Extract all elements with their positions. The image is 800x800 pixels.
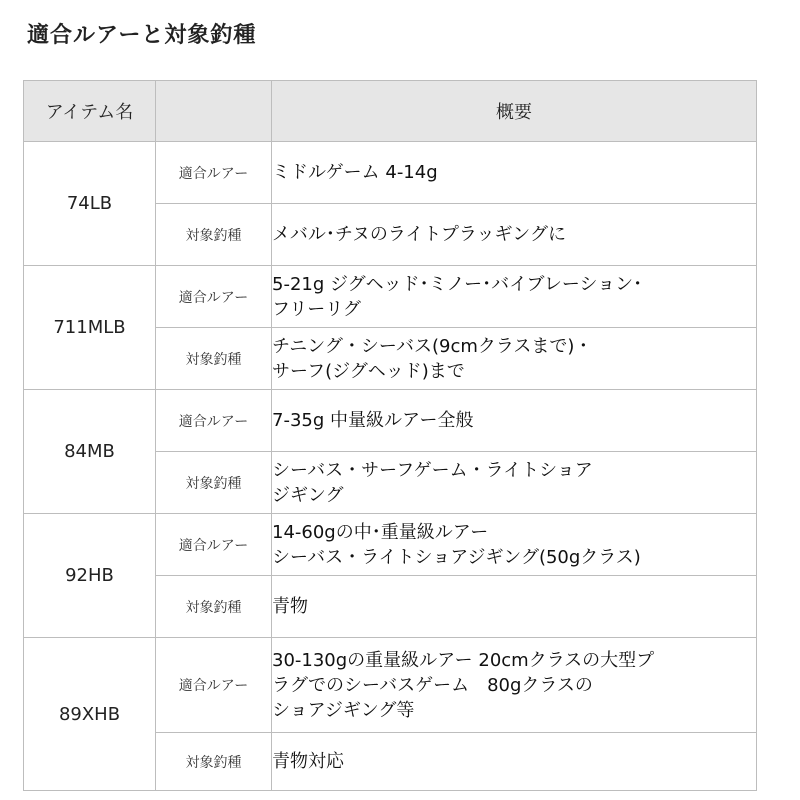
lure-label: 適合ルアー bbox=[156, 142, 272, 204]
target-value-line: ジギング bbox=[272, 484, 344, 506]
lure-value-line: 14-60gの中･重量級ルアー bbox=[272, 521, 489, 543]
target-value-line: チニング・シーバス(9cmクラスまで)・ bbox=[272, 335, 593, 357]
lure-value-line: 5-21g ジグヘッド･ミノー･バイブレーション･ bbox=[272, 273, 643, 295]
spec-table bbox=[23, 80, 757, 791]
target-label: 対象釣種 bbox=[156, 328, 272, 390]
lure-label: 適合ルアー bbox=[156, 514, 272, 576]
lure-value-line: 30-130gの重量級ルアー 20cmクラスの大型プ bbox=[272, 649, 655, 671]
lure-value-line: 7-35g 中量級ルアー全般 bbox=[272, 410, 474, 431]
header-blank bbox=[156, 81, 272, 142]
table-header-row bbox=[24, 81, 757, 142]
lure-value-line: フリーリグ bbox=[272, 298, 361, 320]
target-value bbox=[272, 733, 757, 791]
lure-label: 適合ルアー bbox=[156, 266, 272, 328]
table-row bbox=[24, 266, 757, 328]
target-value-line: サーフ(ジグヘッド)まで bbox=[272, 360, 465, 382]
lure-value-line: ショアジギング等 bbox=[272, 699, 415, 721]
table-row bbox=[24, 390, 757, 452]
model-name: 84MB bbox=[24, 390, 156, 514]
model-name: 92HB bbox=[24, 514, 156, 638]
target-value bbox=[272, 576, 757, 638]
lure-value bbox=[272, 390, 757, 452]
lure-value-line: ミドルゲーム 4-14g bbox=[272, 162, 438, 183]
table-row bbox=[24, 638, 757, 733]
target-label: 対象釣種 bbox=[156, 576, 272, 638]
model-name: 74LB bbox=[24, 142, 156, 266]
lure-value bbox=[272, 266, 757, 328]
target-label: 対象釣種 bbox=[156, 733, 272, 791]
lure-value bbox=[272, 638, 757, 733]
header-summary: 概要 bbox=[272, 81, 757, 142]
page-title: 適合ルアーと対象釣種 bbox=[27, 23, 257, 48]
lure-label: 適合ルアー bbox=[156, 390, 272, 452]
table-row bbox=[24, 142, 757, 204]
model-name: 711MLB bbox=[24, 266, 156, 390]
target-value bbox=[272, 452, 757, 514]
model-name: 89XHB bbox=[24, 638, 156, 791]
lure-value-line: ラグでのシーバスゲーム 80gクラスの bbox=[272, 674, 593, 696]
target-label: 対象釣種 bbox=[156, 452, 272, 514]
target-value bbox=[272, 204, 757, 266]
target-label: 対象釣種 bbox=[156, 204, 272, 266]
table-row bbox=[24, 514, 757, 576]
lure-value-line: シーバス・ライトショアジギング(50gクラス) bbox=[272, 546, 641, 568]
lure-value bbox=[272, 142, 757, 204]
lure-label: 適合ルアー bbox=[156, 638, 272, 733]
target-value-line: 青物対応 bbox=[272, 751, 344, 772]
target-value-line: 青物 bbox=[272, 596, 308, 617]
lure-value bbox=[272, 514, 757, 576]
header-item-name: アイテム名 bbox=[24, 81, 156, 142]
target-value-line: メバル･チヌのライトプラッギングに bbox=[272, 224, 566, 245]
target-value-line: シーバス・サーフゲーム・ライトショア bbox=[272, 459, 593, 481]
target-value bbox=[272, 328, 757, 390]
